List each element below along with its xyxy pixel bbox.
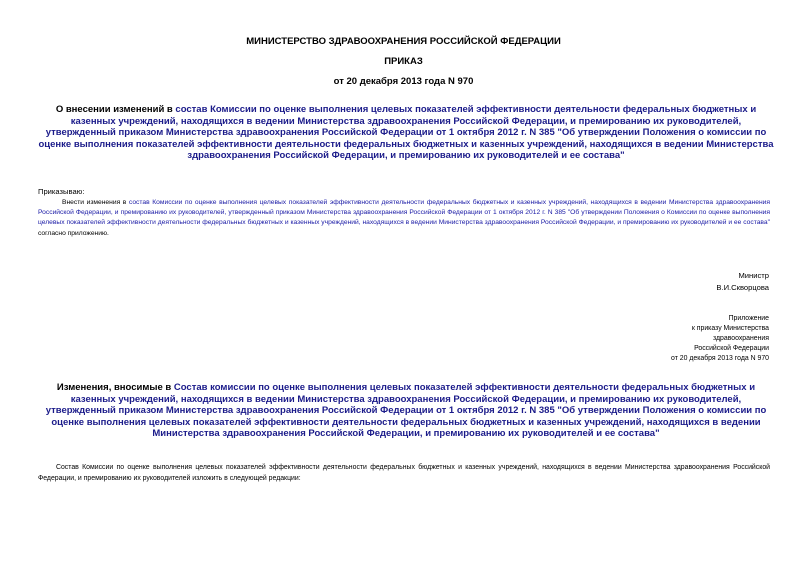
order-body — [38, 198, 770, 239]
annex-block — [609, 314, 769, 364]
document-date: от 20 декабря 2013 года N 970 — [333, 76, 474, 87]
order-word: Приказываю: — [38, 187, 85, 196]
ministry-heading: МИНИСТЕРСТВО ЗДРАВООХРАНЕНИЯ РОССИЙСКОЙ ФЕДЕРАЦИИ — [246, 36, 561, 47]
signer-name: В.И.Скворцова — [716, 283, 769, 292]
title-link[interactable]: состав Комиссии по оценке выполнения целевых показателей эффективности деятельности федеральных бюджетных и казенных учреждений, находящихся в ведении Министерства здравоохранения Российской Федерации, и премированию их руководителей, утвержденный приказом Министерства здравоохранения Российской Федерации от 1 октября 2012 г. N 385 "Об утверждении Положения о комиссии по оценке выполнения показателей эффективности деятельности федеральных бюджетных и казенных учреждений, находящихся в ведении Министерства здравоохранения Российской Федерации, и премированию их руководителей и ее состава" — [38, 104, 774, 162]
changes-title — [36, 382, 776, 440]
order-body-prefix: Внести изменения в — [62, 199, 129, 206]
changes-title-link[interactable]: Состав комиссии по оценке выполнения целевых показателей эффективности деятельности федеральных бюджетных и казенных учреждений, находящихся в ведении Министерства здравоохранения Российской Федерации, и премированию их руководителей, утвержденный приказом Министерства здравоохранения Российской Федерации от 1 октября 2012 г. N 385 "Об утверждении Положения о комиссии по оценке выполнения целевых показателей эффективности деятельности федеральных бюджетных и казенных учреждений, находящихся в ведении Министерства здравоохранения Российской Федерации, и премированию их руководителей и ее состава" — [45, 382, 767, 440]
signer-role: Министр — [738, 271, 769, 280]
annex-line: здравоохранения — [713, 335, 769, 343]
document-type: ПРИКАЗ — [384, 56, 423, 67]
title-prefix: О внесении изменений в — [55, 104, 176, 115]
annex-line: к приказу Министерства — [691, 325, 769, 333]
annex-line: Российской Федерации — [694, 345, 769, 353]
order-body-link[interactable]: состав Комиссии по оценке выполнения целевых показателей эффективности деятельности федеральных бюджетных и казенных учреждений, находящихся в ведении Министерства здравоохранения Российской Федерации, и премированию их руководителей, утвержденный приказом Министерства здравоохранения Российской Федерации от 1 октября 2012 г. N 385 "Об утверждении Положения о Комиссии по оценке выполнения целевых показателей эффективности деятельности федеральных бюджетных и казенных учреждений, находящихся в ведении Министерства здравоохранения Российской Федерации, и премированию их руководителей и ее состава" — [38, 199, 770, 227]
order-body-suffix: согласно приложению. — [38, 229, 109, 237]
annex-line: Приложение — [728, 315, 769, 322]
document-title — [36, 104, 776, 162]
annex-line: от 20 декабря 2013 года N 970 — [671, 355, 769, 363]
closing-paragraph: Состав Комиссии по оценке выполнения целевых показателей эффективности деятельности федеральных бюджетных и казенных учреждений, находящихся в ведении Министерства здравоохранения Российской Федерации, и премированию их руководителей изложить в следующей редакции: — [38, 464, 770, 482]
changes-title-prefix: Изменения, вносимые в — [56, 382, 174, 393]
